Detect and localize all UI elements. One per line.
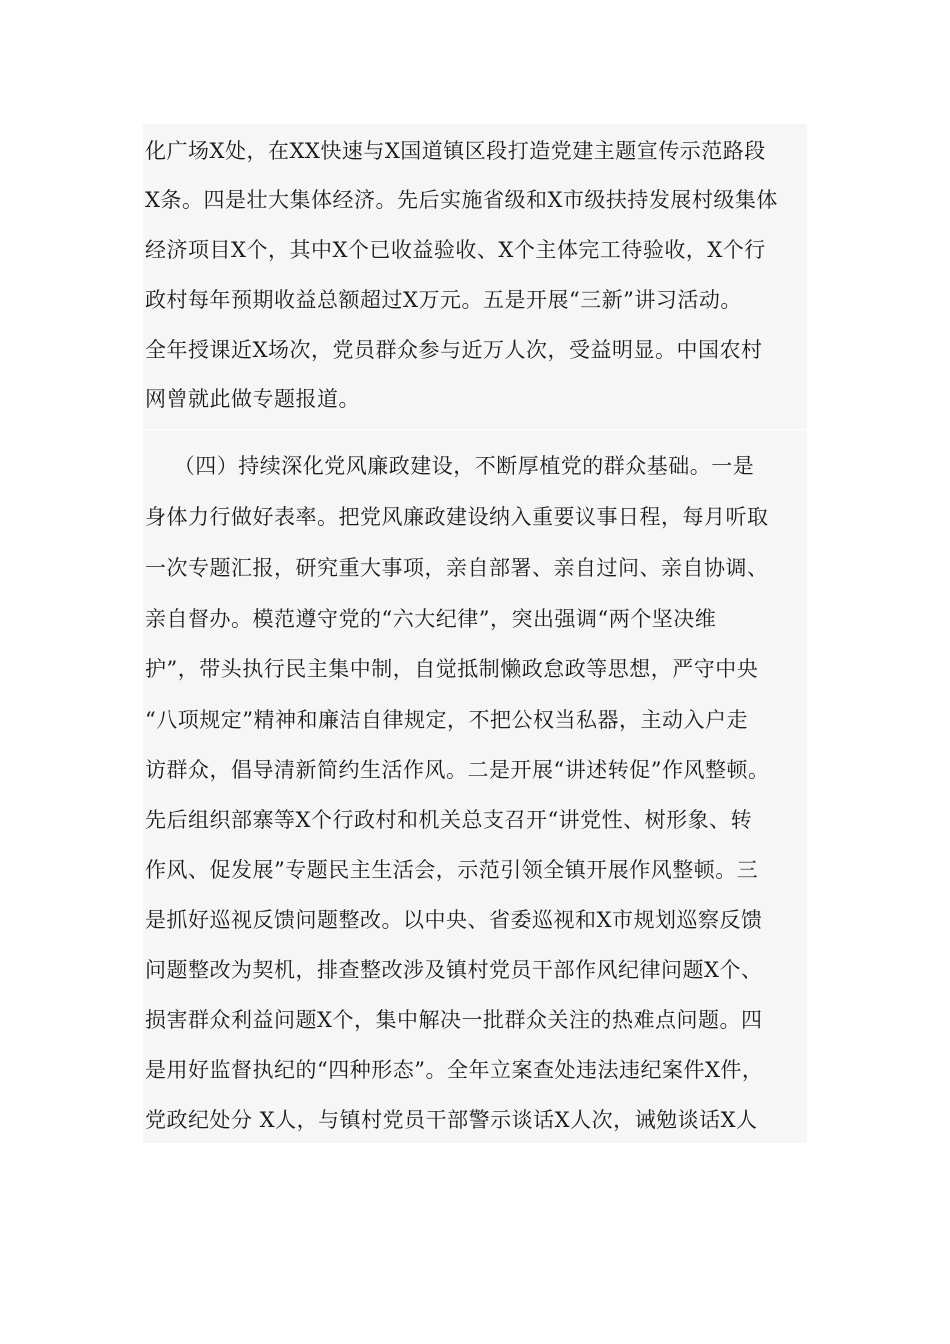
text-line: 问题整改为契机，排查整改涉及镇村党员干部作风纪律问题X个、 <box>145 958 763 982</box>
text-line: 一次专题汇报，研究重大事项，亲自部署、亲自过问、亲自协调、 <box>145 556 769 580</box>
text-line: X条。四是壮大集体经济。先后实施省级和X市级扶持发展村级集体 <box>145 188 778 212</box>
text-line: 护”，带头执行民主集中制，自觉抵制懒政怠政等思想，严守中央 <box>145 657 759 681</box>
text-line: 亲自督办。模范遵守党的“六大纪律”，突出强调“两个坚决维 <box>145 607 717 631</box>
text-line: 是抓好巡视反馈问题整改。以中央、省委巡视和X市规划巡察反馈 <box>145 908 763 932</box>
text-line: 政村每年预期收益总额超过X万元。五是开展“三新”讲习活动。 <box>145 288 742 312</box>
text-line: 党政纪处分 X人，与镇村党员干部警示谈话X人次，诫勉谈话X人 <box>145 1108 758 1132</box>
text-line: 经济项目X个，其中X个已收益验收、X个主体完工待验收，X个行 <box>145 238 766 262</box>
text-line: 作风、促发展”专题民主生活会，示范引领全镇开展作风整顿。三 <box>145 858 759 882</box>
paragraph-background <box>143 430 807 1143</box>
text-line: 是用好监督执纪的“四种形态”。全年立案查处违法违纪案件X件， <box>145 1058 764 1082</box>
text-line: 访群众，倡导清新简约生活作风。二是开展“讲述转促”作风整顿。 <box>145 758 770 782</box>
text-line: （四）持续深化党风廉政建设，不断厚植党的群众基础。一是 <box>145 454 755 478</box>
text-line: 全年授课近X场次，党员群众参与近万人次，受益明显。中国农村 <box>145 338 763 362</box>
paragraph-background <box>143 124 807 429</box>
text-line: 化广场X处，在XX快速与X国道镇区段打造党建主题宣传示范路段 <box>145 139 766 163</box>
text-line: 网曾就此做专题报道。 <box>145 387 360 411</box>
text-line: “八项规定”精神和廉洁自律规定，不把公权当私器，主动入户走 <box>145 708 748 732</box>
text-line: 先后组织部寨等X个行政村和机关总支召开“讲党性、树形象、转 <box>145 808 753 832</box>
text-line: 身体力行做好表率。把党风廉政建设纳入重要议事日程，每月听取 <box>145 505 769 529</box>
text-line: 损害群众利益问题X个，集中解决一批群众关注的热难点问题。四 <box>145 1008 763 1032</box>
